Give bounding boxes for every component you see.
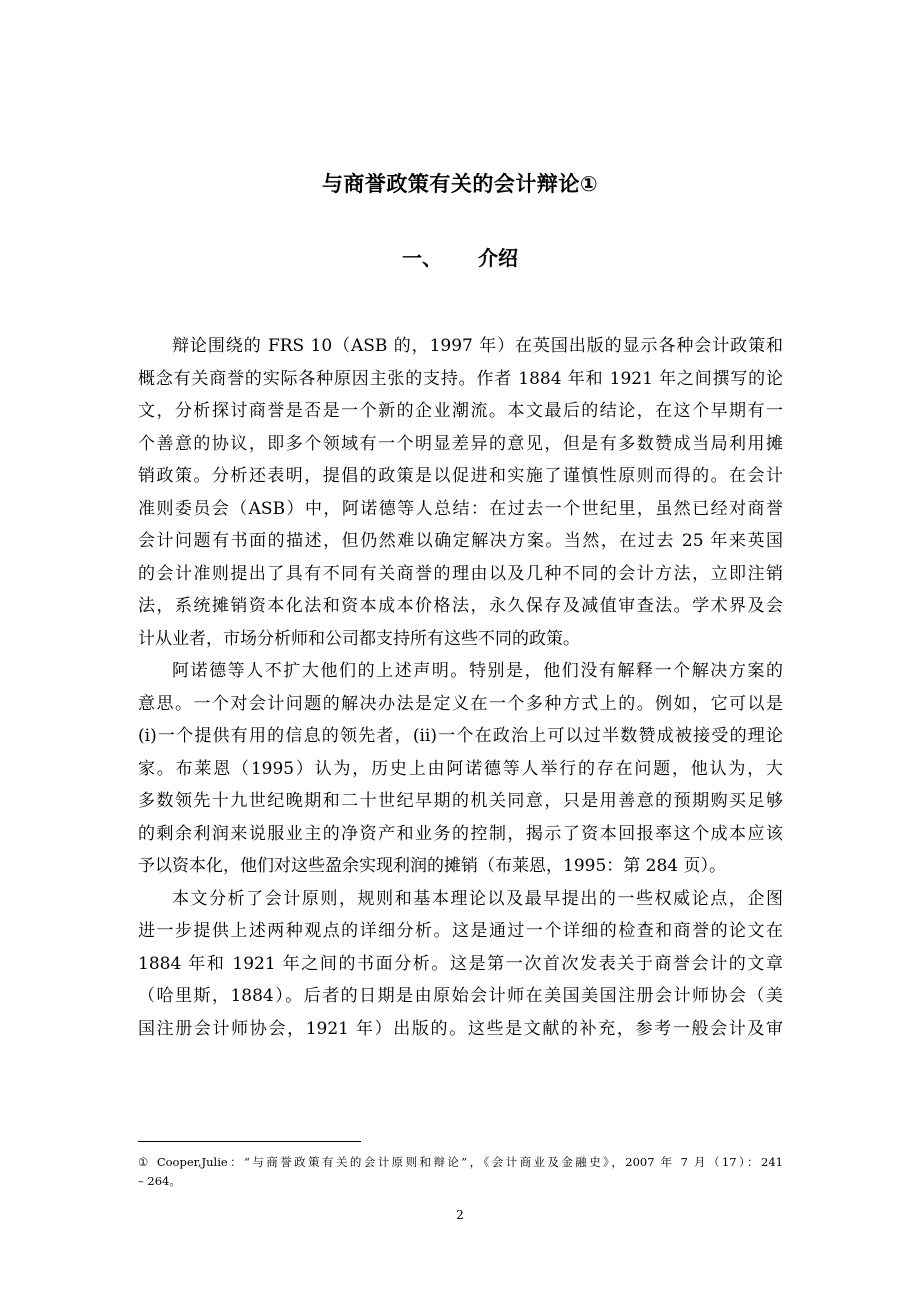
paragraph-line: 销政策。分析还表明，提倡的政策是以促进和实施了谨慎性原则而得的。在会计 bbox=[138, 466, 783, 486]
paragraph-line: 意思。一个对会计问题的解决办法是定义在一个多种方式上的。例如，它可以是 bbox=[138, 693, 783, 714]
paragraph-line: 文，分析探讨商誉是否是一个新的企业潮流。本文最后的结论，在这个早期有一 bbox=[138, 401, 783, 421]
page-number: 2 bbox=[456, 1208, 464, 1222]
paragraph-line: 的会计准则提出了具有不同有关商誉的理由以及几种不同的会计方法，立即注销 bbox=[138, 563, 783, 584]
footnote bbox=[138, 1153, 783, 1191]
paragraph-line: 多数领先十九世纪晚期和二十世纪早期的机关同意，只是用善意的预期购买足够 bbox=[138, 791, 783, 811]
section-title: 介绍 bbox=[478, 246, 518, 270]
section-number: 一、 bbox=[402, 246, 442, 270]
document-title: 与商誉政策有关的会计辩论① bbox=[321, 172, 599, 196]
paragraph-line: 阿诺德等人不扩大他们的上述声明。特别是，他们没有解释一个解决方案的 bbox=[172, 661, 783, 681]
paragraph-line: 本文分析了会计原则，规则和基本理论以及最早提出的一些权威论点，企图 bbox=[172, 888, 783, 909]
paragraph-line: 国注册会计师协会，1921 年）出版的。这些是文献的补充，参考一般会计及审 bbox=[138, 1018, 783, 1039]
footnote-line: – 264。 bbox=[138, 1174, 181, 1188]
body-text bbox=[138, 330, 783, 1045]
paragraph-line: 1884 年和 1921 年之间的书面分析。这是第一次首次发表关于商誉会计的文章 bbox=[138, 953, 783, 974]
paragraph-line: 辩论围绕的 FRS 10（ASB 的，1997 年）在英国出版的显示各种会计政策和 bbox=[172, 336, 783, 356]
paragraph-line: 准则委员会（ASB）中，阿诺德等人总结：在过去一个世纪里，虽然已经对商誉 bbox=[138, 498, 783, 519]
paragraph-line: 计从业者，市场分析师和公司都支持所有这些不同的政策。 bbox=[138, 628, 580, 649]
paragraph-line: 的剩余利润来说服业主的净资产和业务的控制，揭示了资本回报率这个成本应该 bbox=[138, 823, 783, 844]
section-heading bbox=[0, 242, 920, 271]
paragraph-line: 法，系统摊销资本化法和资本成本价格法，永久保存及减值审查法。学术界及会 bbox=[138, 596, 783, 616]
paragraph-line: (i)一个提供有用的信息的领先者，(ii)一个在政治上可以过半数赞成被接受的理论 bbox=[138, 726, 783, 746]
footnote-separator bbox=[138, 1141, 361, 1142]
paragraph-line: 家。布莱恩（1995）认为，历史上由阿诺德等人举行的存在问题，他认为，大 bbox=[138, 758, 783, 779]
footnote-line: ① Cooper,Julie：“与商誉政策有关的会计原则和辩论”，《会计商业及金融史》，2007 年 7 月（17）：241 bbox=[138, 1155, 783, 1169]
paragraph-line: （哈里斯，1884）。后者的日期是由原始会计师在美国美国注册会计师协会（美 bbox=[138, 986, 783, 1006]
paragraph-line: 予以资本化，他们对这些盈余实现利润的摊销（布莱恩，1995：第 284 页）。 bbox=[138, 856, 727, 876]
paragraph-line: 个善意的协议，即多个领域有一个明显差异的意见，但是有多数赞成当局利用摊 bbox=[138, 433, 783, 454]
paragraph-line: 会计问题有书面的描述，但仍然难以确定解决方案。当然，在过去 25 年来英国 bbox=[138, 531, 783, 551]
paragraph-line: 概念有关商誉的实际各种原因主张的支持。作者 1884 年和 1921 年之间撰写的论 bbox=[138, 368, 783, 389]
paragraph-line: 进一步提供上述两种观点的详细分析。这是通过一个详细的检查和商誉的论文在 bbox=[138, 921, 783, 941]
